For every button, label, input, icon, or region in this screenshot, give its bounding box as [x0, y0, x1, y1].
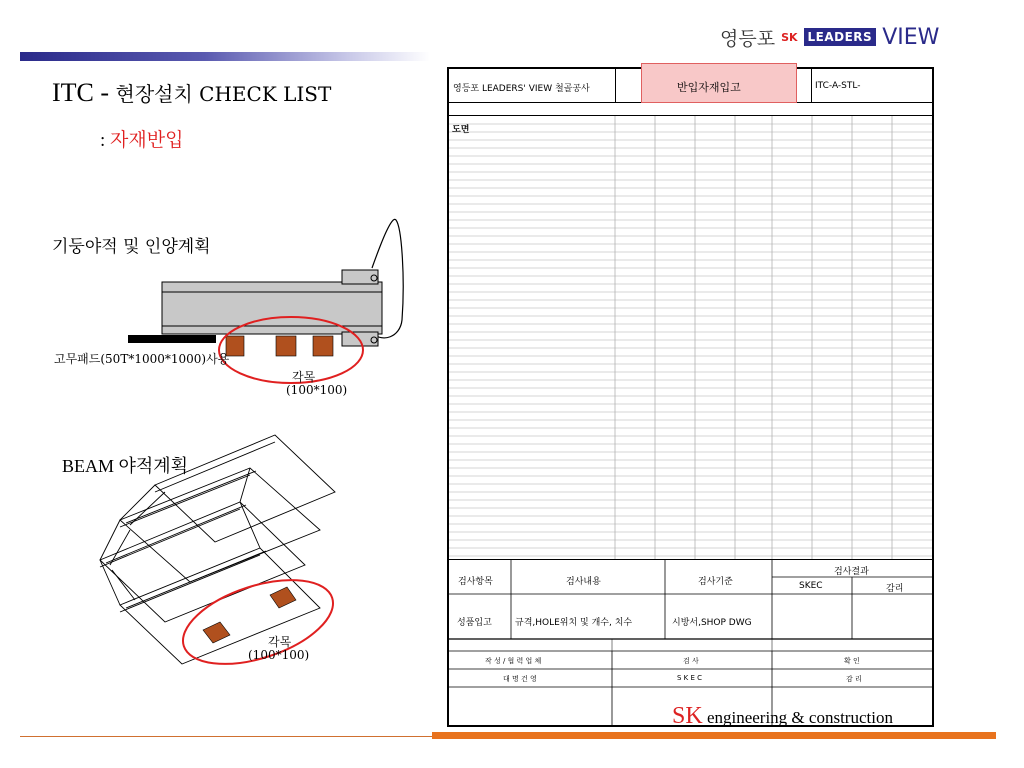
rubber-pad-label: 고무패드(50T*1000*1000)사용 [54, 352, 230, 366]
brand-view: VIEW [882, 24, 940, 50]
sign-confirm: 확 인 [844, 657, 860, 665]
sign-skec: S K E C [677, 674, 703, 682]
footer-orange-bar [432, 732, 996, 739]
row-content: 규격,HOLE위치 및 개수, 치수 [515, 618, 633, 628]
brand-logo [720, 22, 939, 52]
inspection-standard-header: 검사기준 [698, 577, 733, 587]
doc-code: ITC-A-STL- [815, 81, 861, 91]
title-prefix: ITC - [52, 78, 110, 107]
subtitle-prefix: : [100, 130, 106, 151]
inspection-result-header: 검사결과 [834, 567, 869, 577]
row-item: 성품입고 [457, 618, 492, 628]
brand-leaders: LEADERS [804, 28, 877, 46]
doc-title: 반입자재입고 [677, 81, 741, 94]
page-title [52, 78, 331, 108]
result-skec: SKEC [799, 581, 823, 591]
inspection-content-header: 검사내용 [566, 577, 601, 587]
form-divider [811, 69, 812, 102]
sign-supervision: 감 리 [846, 675, 862, 683]
drawing-grid [449, 116, 932, 559]
project-name: 영등포 LEADERS' VIEW 철골공사 [453, 84, 590, 94]
title-rest: 현장설치 CHECK LIST [115, 82, 332, 106]
timber-size-1: (100*100) [286, 383, 348, 397]
footer-sk: SK [672, 703, 703, 729]
row-standard: 시방서,SHOP DWG [672, 618, 752, 628]
column-section-title: 기둥야적 및 인양계획 [52, 237, 211, 257]
brand-sk: SK [781, 30, 798, 44]
timber-label-1: 각목 [292, 370, 316, 384]
inspection-item-header: 검사항목 [458, 577, 493, 587]
timber-size-2: (100*100) [248, 648, 310, 662]
header-gradient-bar [20, 52, 430, 61]
sign-writer: 작 성 / 협 력 업 체 [485, 657, 542, 665]
inspection-form [447, 67, 934, 727]
timber-label-2: 각목 [268, 635, 292, 649]
page-subtitle [100, 125, 183, 152]
sign-inspect: 검 사 [683, 657, 699, 665]
footer-brand [672, 703, 893, 730]
result-supervision: 감리 [886, 584, 904, 594]
form-divider [615, 69, 616, 102]
inspection-table-lines [449, 559, 932, 725]
sign-name: 대 명 건 영 [503, 675, 537, 683]
beam-section-title-text: BEAM 야적계획 [62, 456, 189, 476]
subtitle-red: 자재반입 [110, 129, 184, 151]
brand-city: 영등포 [720, 27, 776, 50]
drawing-label: 도면 [452, 125, 470, 135]
footer-company: engineering & construction [702, 708, 893, 727]
footer-line [20, 736, 432, 737]
beam-stacking-diagram [90, 430, 390, 670]
